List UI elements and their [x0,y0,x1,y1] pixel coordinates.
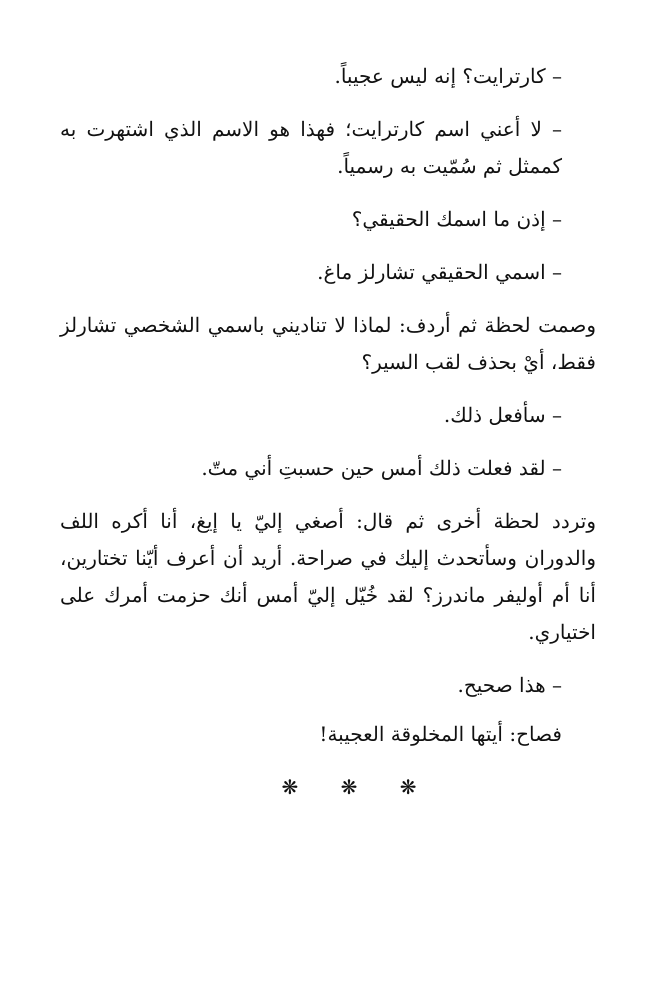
paragraph-2: – لا أعني اسم كارترايت؛ فهذا هو الاسم الذي اشتهرت به كممثل ثم سُمّيت به رسمياً. [60,117,563,178]
paragraph-1: – كارترايت؟ إنه ليس عجيباً. [334,64,562,88]
paragraph-7: – لقد فعلت ذلك أمس حين حسبتِ أني متّ. [201,456,562,480]
paragraph-8: وتردد لحظة أخرى ثم قال: أصغي إليّ يا إيغ، أنا أكره اللف والدوران وسأتحدث إليك في صراحة. أريد أن أعرف أيّنا تختارين، أنا أم أوليفر ماندرز؟ لقد خُيّل إليّ أمس أنك حزمت أمرك على اختياري. [60,509,596,644]
paragraph-9: – هذا صحيح. [457,673,562,697]
paragraph-10: فصاح: أيتها المخلوقة العجيبة! [319,722,562,746]
paragraph-3: – إذن ما اسمك الحقيقي؟ [351,207,562,231]
paragraph-6: – سأفعل ذلك. [443,403,562,427]
page-body [60,58,596,799]
paragraph-4: – اسمي الحقيقي تشارلز ماغ. [317,260,562,284]
section-separator: ❋ ❋ ❋ [281,775,435,799]
paragraph-5: وصمت لحظة ثم أردف: لماذا لا تناديني باسمي الشخصي تشارلز فقط، أيْ بحذف لقب السير؟ [60,313,596,374]
